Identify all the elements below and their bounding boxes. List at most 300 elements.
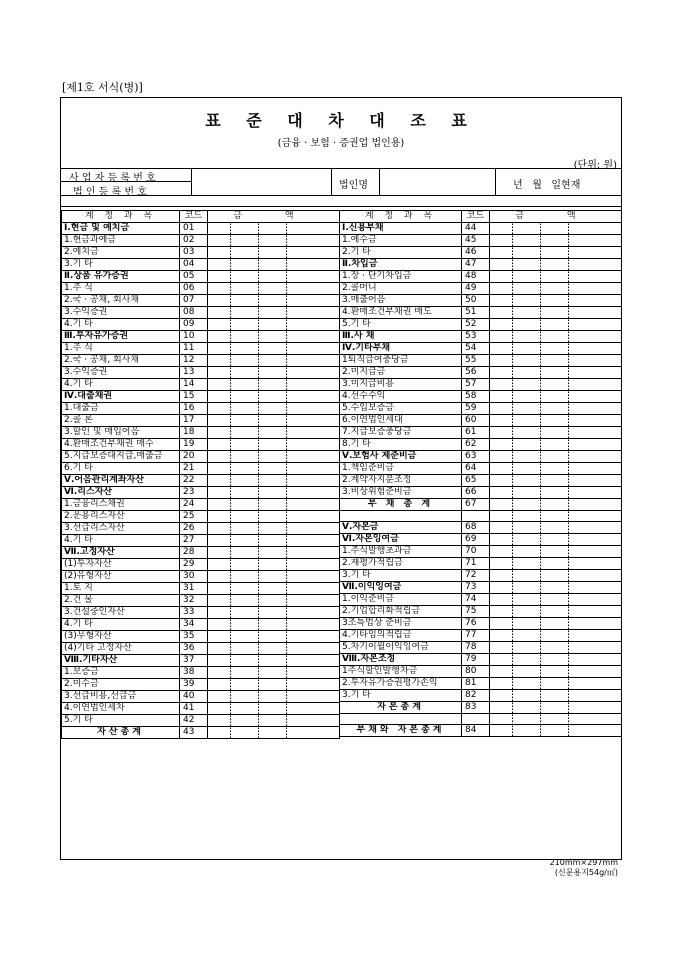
amount-cell[interactable] (490, 499, 622, 511)
amount-cell[interactable] (490, 391, 622, 403)
account-name: 1.주 식 (62, 283, 180, 295)
account-code: 55 (462, 355, 490, 367)
amount-cell[interactable] (490, 606, 622, 618)
table-row (62, 295, 340, 307)
account-name: 5.기 타 (62, 715, 180, 727)
amount-cell[interactable] (490, 235, 622, 247)
account-code: 47 (462, 259, 490, 271)
account-code: 58 (462, 391, 490, 403)
amount-cell[interactable] (208, 595, 340, 607)
account-code: 34 (180, 619, 208, 631)
amount-cell[interactable] (490, 594, 622, 606)
page-subtitle: (금융 · 보험 · 증권업 법인용) (277, 138, 405, 149)
account-code: 42 (180, 715, 208, 727)
amount-cell[interactable] (490, 475, 622, 487)
header-divider (331, 168, 332, 195)
account-name: 부채와 자본총계 (340, 725, 462, 737)
account-code: 56 (462, 367, 490, 379)
amount-cell[interactable] (490, 355, 622, 367)
table-row (62, 499, 340, 511)
table-row (340, 379, 622, 391)
account-code: 32 (180, 595, 208, 607)
table-row (340, 247, 622, 259)
account-code (462, 511, 490, 522)
account-name: (4)기타 고정자산 (62, 643, 180, 655)
account-code: 18 (180, 427, 208, 439)
table-row (340, 511, 622, 522)
account-name: 1.책임준비금 (340, 463, 462, 475)
account-code: 49 (462, 283, 490, 295)
table-row (62, 367, 340, 379)
account-code: 28 (180, 547, 208, 559)
account-code: 43 (180, 727, 208, 739)
account-name: 부 채 총 계 (340, 499, 462, 511)
amount-cell[interactable] (208, 607, 340, 619)
table-row (340, 546, 622, 558)
account-name: 2.국 · 공채, 회사채 (62, 295, 180, 307)
amount-cell[interactable] (490, 570, 622, 582)
account-name: 2.콜머니 (340, 283, 462, 295)
account-code: 50 (462, 295, 490, 307)
table-row (62, 667, 340, 679)
account-name: 1.금융리스채권 (62, 499, 180, 511)
account-code: 24 (180, 499, 208, 511)
account-code: 29 (180, 559, 208, 571)
account-code: 06 (180, 283, 208, 295)
account-name: 4.선수수익 (340, 391, 462, 403)
amount-cell[interactable] (208, 523, 340, 535)
account-code: 21 (180, 463, 208, 475)
table-row (62, 271, 340, 283)
account-name: Ⅱ.상품 유가증권 (62, 271, 180, 283)
table-row (62, 415, 340, 427)
amount-cell[interactable] (208, 391, 340, 403)
table-row (62, 715, 340, 727)
account-name: 3조특법상 준비금 (340, 618, 462, 630)
account-code: 71 (462, 558, 490, 570)
amount-cell[interactable] (208, 355, 340, 367)
account-code: 41 (180, 703, 208, 715)
table-row (62, 283, 340, 295)
account-name: 3.선급비용,선급금 (62, 691, 180, 703)
amount-cell[interactable] (208, 691, 340, 703)
account-name: Ⅶ.고정자산 (62, 547, 180, 559)
account-code: 01 (180, 223, 208, 235)
amount-cell[interactable] (208, 319, 340, 331)
amount-cell[interactable] (490, 247, 622, 259)
amount-cell[interactable] (208, 343, 340, 355)
unit-label: (단위: 원) (573, 160, 617, 171)
amount-cell[interactable] (208, 283, 340, 295)
header-divider (379, 168, 380, 195)
table-row (340, 534, 622, 546)
table-row (62, 703, 340, 715)
amount-cell[interactable] (490, 678, 622, 690)
table-row (340, 427, 622, 439)
date-label: 년 월 일현재 (513, 180, 581, 191)
table-row (340, 451, 622, 463)
paper-type-note: (신문용지54g/㎡) (554, 868, 618, 877)
amount-cell[interactable] (208, 247, 340, 259)
amount-cell[interactable] (208, 571, 340, 583)
account-name: Ⅷ.자본조정 (340, 654, 462, 666)
account-code: 15 (180, 391, 208, 403)
table-row (340, 594, 622, 606)
amount-cell[interactable] (208, 379, 340, 391)
account-code: 20 (180, 451, 208, 463)
amount-cell[interactable] (208, 259, 340, 271)
account-name: 8.기 타 (340, 439, 462, 451)
table-row (62, 691, 340, 703)
account-name: Ⅴ.보험사 제준비금 (340, 451, 462, 463)
column-header-amount: 금 액 (490, 211, 622, 223)
account-code: 74 (462, 594, 490, 606)
account-code: 16 (180, 403, 208, 415)
account-name: 1.토 지 (62, 583, 180, 595)
account-code: 45 (462, 235, 490, 247)
account-name: Ⅷ.기타자산 (62, 655, 180, 667)
table-row (340, 355, 622, 367)
account-code: 65 (462, 475, 490, 487)
account-code: 40 (180, 691, 208, 703)
account-code: 51 (462, 307, 490, 319)
table-row (62, 427, 340, 439)
account-name: 2.투자유가증권평가손익 (340, 678, 462, 690)
account-code: 63 (462, 451, 490, 463)
account-name: 5.수입보증금 (340, 403, 462, 415)
amount-cell[interactable] (208, 367, 340, 379)
table-row (62, 355, 340, 367)
column-header-account: 계 정 과 목 (62, 211, 180, 223)
account-code: 84 (462, 725, 490, 737)
table-row (62, 307, 340, 319)
account-code: 79 (462, 654, 490, 666)
account-code: 78 (462, 642, 490, 654)
account-name: Ⅳ.대출채권 (62, 391, 180, 403)
table-row (340, 403, 622, 415)
amount-cell[interactable] (490, 307, 622, 319)
account-name: 1.이익준비금 (340, 594, 462, 606)
table-row (62, 535, 340, 547)
amount-cell[interactable] (208, 631, 340, 643)
account-name: 1퇴직급여충당금 (340, 355, 462, 367)
corp-reg-no-label: 법 인 등 록 번 호 (73, 187, 147, 198)
amount-cell[interactable] (208, 547, 340, 559)
account-code: 14 (180, 379, 208, 391)
table-row (340, 295, 622, 307)
table-row (62, 379, 340, 391)
account-code: 30 (180, 571, 208, 583)
table-row (340, 570, 622, 582)
account-name: 자본총계 (340, 702, 462, 714)
amount-cell[interactable] (208, 439, 340, 451)
page-title: 표 준 대 차 대 조 표 (205, 111, 477, 130)
account-code: 80 (462, 666, 490, 678)
amount-cell[interactable] (490, 427, 622, 439)
account-name: 6.이연법인세대 (340, 415, 462, 427)
account-code: 67 (462, 499, 490, 511)
table-row (62, 223, 340, 235)
amount-cell[interactable] (490, 487, 622, 499)
amount-cell[interactable] (208, 727, 340, 739)
account-code: 33 (180, 607, 208, 619)
account-name: 2.기 타 (340, 247, 462, 259)
amount-cell[interactable] (490, 725, 622, 737)
header-divider (191, 168, 192, 195)
table-row (62, 439, 340, 451)
amount-cell[interactable] (208, 559, 340, 571)
amount-cell[interactable] (490, 522, 622, 534)
table-row (340, 618, 622, 630)
account-name: 5.기 타 (340, 319, 462, 331)
table-row (340, 367, 622, 379)
account-code: 59 (462, 403, 490, 415)
amount-cell[interactable] (490, 439, 622, 451)
account-name: 2.계약자지분조정 (340, 475, 462, 487)
amount-cell[interactable] (490, 403, 622, 415)
table-row (340, 319, 622, 331)
account-name: 1.현금과예금 (62, 235, 180, 247)
account-code: 26 (180, 523, 208, 535)
amount-cell[interactable] (208, 235, 340, 247)
amount-cell[interactable] (208, 583, 340, 595)
amount-cell[interactable] (490, 642, 622, 654)
account-name: 3.기 타 (62, 259, 180, 271)
table-row (62, 463, 340, 475)
account-name: Ⅳ.기타부채 (340, 343, 462, 355)
amount-cell[interactable] (490, 511, 622, 522)
account-code: 35 (180, 631, 208, 643)
amount-cell[interactable] (490, 379, 622, 391)
table-row (62, 319, 340, 331)
account-name: 1.장 · 단기차입금 (340, 271, 462, 283)
header-divider (495, 168, 496, 195)
account-name: 4.기 타 (62, 319, 180, 331)
amount-cell[interactable] (208, 511, 340, 523)
amount-cell[interactable] (208, 643, 340, 655)
account-name: Ⅶ.이익잉여금 (340, 582, 462, 594)
amount-cell[interactable] (208, 415, 340, 427)
amount-cell[interactable] (490, 702, 622, 714)
account-name: 2.기업합리화적립금 (340, 606, 462, 618)
account-name: (2)유형자산 (62, 571, 180, 583)
account-name: Ⅵ.자본잉여금 (340, 534, 462, 546)
account-code: 25 (180, 511, 208, 523)
amount-cell[interactable] (490, 534, 622, 546)
table-row (340, 391, 622, 403)
amount-cell[interactable] (208, 679, 340, 691)
account-name: 3.건설중인자산 (62, 607, 180, 619)
account-name: 3.비상위험준비금 (340, 487, 462, 499)
account-name: 5.차기이월이익잉여금 (340, 642, 462, 654)
table-row (340, 630, 622, 642)
account-code: 77 (462, 630, 490, 642)
table-row (62, 679, 340, 691)
assets-table (61, 210, 340, 739)
account-code: 57 (462, 379, 490, 391)
amount-cell[interactable] (490, 415, 622, 427)
form-label: [제1호 서식(병)] (62, 81, 143, 94)
account-code: 09 (180, 319, 208, 331)
account-name: 4.기 타 (62, 379, 180, 391)
account-code (462, 714, 490, 725)
table-row (62, 523, 340, 535)
amount-cell[interactable] (490, 319, 622, 331)
amount-cell[interactable] (490, 331, 622, 343)
account-code: 02 (180, 235, 208, 247)
account-code: 23 (180, 487, 208, 499)
account-name: 3.기 타 (340, 570, 462, 582)
amount-cell[interactable] (208, 223, 340, 235)
table-row (62, 631, 340, 643)
table-row (62, 235, 340, 247)
amount-cell[interactable] (490, 690, 622, 702)
amount-cell[interactable] (208, 403, 340, 415)
table-row (62, 655, 340, 667)
table-row (62, 331, 340, 343)
table-row (62, 511, 340, 523)
amount-cell[interactable] (208, 307, 340, 319)
account-code: 52 (462, 319, 490, 331)
amount-cell[interactable] (490, 343, 622, 355)
table-row (62, 391, 340, 403)
table-row (340, 283, 622, 295)
table-row (340, 714, 622, 725)
account-code: 08 (180, 307, 208, 319)
table-row (340, 654, 622, 666)
table-row (62, 451, 340, 463)
account-name: 7.지급보증충당금 (340, 427, 462, 439)
amount-cell[interactable] (208, 271, 340, 283)
account-name: 2.운용리스자산 (62, 511, 180, 523)
biz-reg-no-label: 사 업 자 등 록 번 호 (69, 173, 156, 184)
amount-cell[interactable] (490, 618, 622, 630)
amount-cell[interactable] (208, 451, 340, 463)
account-name: 4.기 타 (62, 535, 180, 547)
table-row (340, 678, 622, 690)
account-name: Ⅴ.어음관리계좌자산 (62, 475, 180, 487)
table-row (340, 702, 622, 714)
table-row (340, 475, 622, 487)
account-name: 2.미수금 (62, 679, 180, 691)
table-row (340, 223, 622, 235)
amount-cell[interactable] (208, 475, 340, 487)
account-code: 53 (462, 331, 490, 343)
table-row (62, 571, 340, 583)
column-header-amount: 금 액 (208, 211, 340, 223)
table-row (340, 725, 622, 737)
amount-cell[interactable] (490, 295, 622, 307)
table-row (62, 547, 340, 559)
amount-cell[interactable] (208, 463, 340, 475)
table-row (62, 643, 340, 655)
account-name: 1.예수금 (340, 235, 462, 247)
table-row (62, 487, 340, 499)
table-row (340, 259, 622, 271)
table-row (340, 439, 622, 451)
amount-cell[interactable] (208, 667, 340, 679)
table-row (340, 690, 622, 702)
account-name: 3.선급리스자산 (62, 523, 180, 535)
table-row (62, 619, 340, 631)
table-row (62, 247, 340, 259)
amount-cell[interactable] (490, 582, 622, 594)
amount-cell[interactable] (208, 427, 340, 439)
amount-cell[interactable] (490, 546, 622, 558)
account-name: 3.수익증권 (62, 367, 180, 379)
table-row (62, 727, 340, 739)
table-row (62, 583, 340, 595)
amount-cell[interactable] (490, 463, 622, 475)
amount-cell[interactable] (208, 655, 340, 667)
account-code: 81 (462, 678, 490, 690)
amount-cell[interactable] (490, 714, 622, 725)
amount-cell[interactable] (208, 703, 340, 715)
amount-cell[interactable] (490, 367, 622, 379)
account-code: 37 (180, 655, 208, 667)
amount-cell[interactable] (208, 487, 340, 499)
account-code: 17 (180, 415, 208, 427)
amount-cell[interactable] (208, 535, 340, 547)
amount-cell[interactable] (490, 283, 622, 295)
table-row (62, 403, 340, 415)
account-code: 61 (462, 427, 490, 439)
account-name: 3.수익증권 (62, 307, 180, 319)
account-code: 03 (180, 247, 208, 259)
account-code: 27 (180, 535, 208, 547)
amount-cell[interactable] (490, 271, 622, 283)
amount-cell[interactable] (208, 619, 340, 631)
account-code: 12 (180, 355, 208, 367)
account-code: 39 (180, 679, 208, 691)
account-code: 70 (462, 546, 490, 558)
account-name: 2.미지급금 (340, 367, 462, 379)
paper-size-note: 210mm×297mm (549, 858, 618, 867)
table-row (62, 559, 340, 571)
account-name: (1)투자자산 (62, 559, 180, 571)
account-name: 2.국 · 공채, 회사채 (62, 355, 180, 367)
account-code: 19 (180, 439, 208, 451)
amount-cell[interactable] (208, 295, 340, 307)
amount-cell[interactable] (490, 654, 622, 666)
column-header-account: 계 정 과 목 (340, 211, 462, 223)
account-name: 4.기 타 (62, 619, 180, 631)
account-code: 75 (462, 606, 490, 618)
account-code: 76 (462, 618, 490, 630)
amount-cell[interactable] (490, 630, 622, 642)
table-row (340, 235, 622, 247)
amount-cell[interactable] (208, 331, 340, 343)
amount-cell[interactable] (490, 558, 622, 570)
account-code: 48 (462, 271, 490, 283)
account-code: 73 (462, 582, 490, 594)
account-code: 69 (462, 534, 490, 546)
account-name: 3.기 타 (340, 690, 462, 702)
table-row (340, 642, 622, 654)
account-name: Ⅱ.차입금 (340, 259, 462, 271)
amount-cell[interactable] (208, 715, 340, 727)
amount-cell[interactable] (490, 223, 622, 235)
account-name: 4.환매조건부채권 매수 (62, 439, 180, 451)
amount-cell[interactable] (490, 259, 622, 271)
amount-cell[interactable] (490, 451, 622, 463)
table-row (340, 666, 622, 678)
account-code: 44 (462, 223, 490, 235)
amount-cell[interactable] (208, 499, 340, 511)
account-name: Ⅴ.자본금 (340, 522, 462, 534)
corp-name-label: 법인명 (339, 180, 368, 191)
amount-cell[interactable] (490, 666, 622, 678)
